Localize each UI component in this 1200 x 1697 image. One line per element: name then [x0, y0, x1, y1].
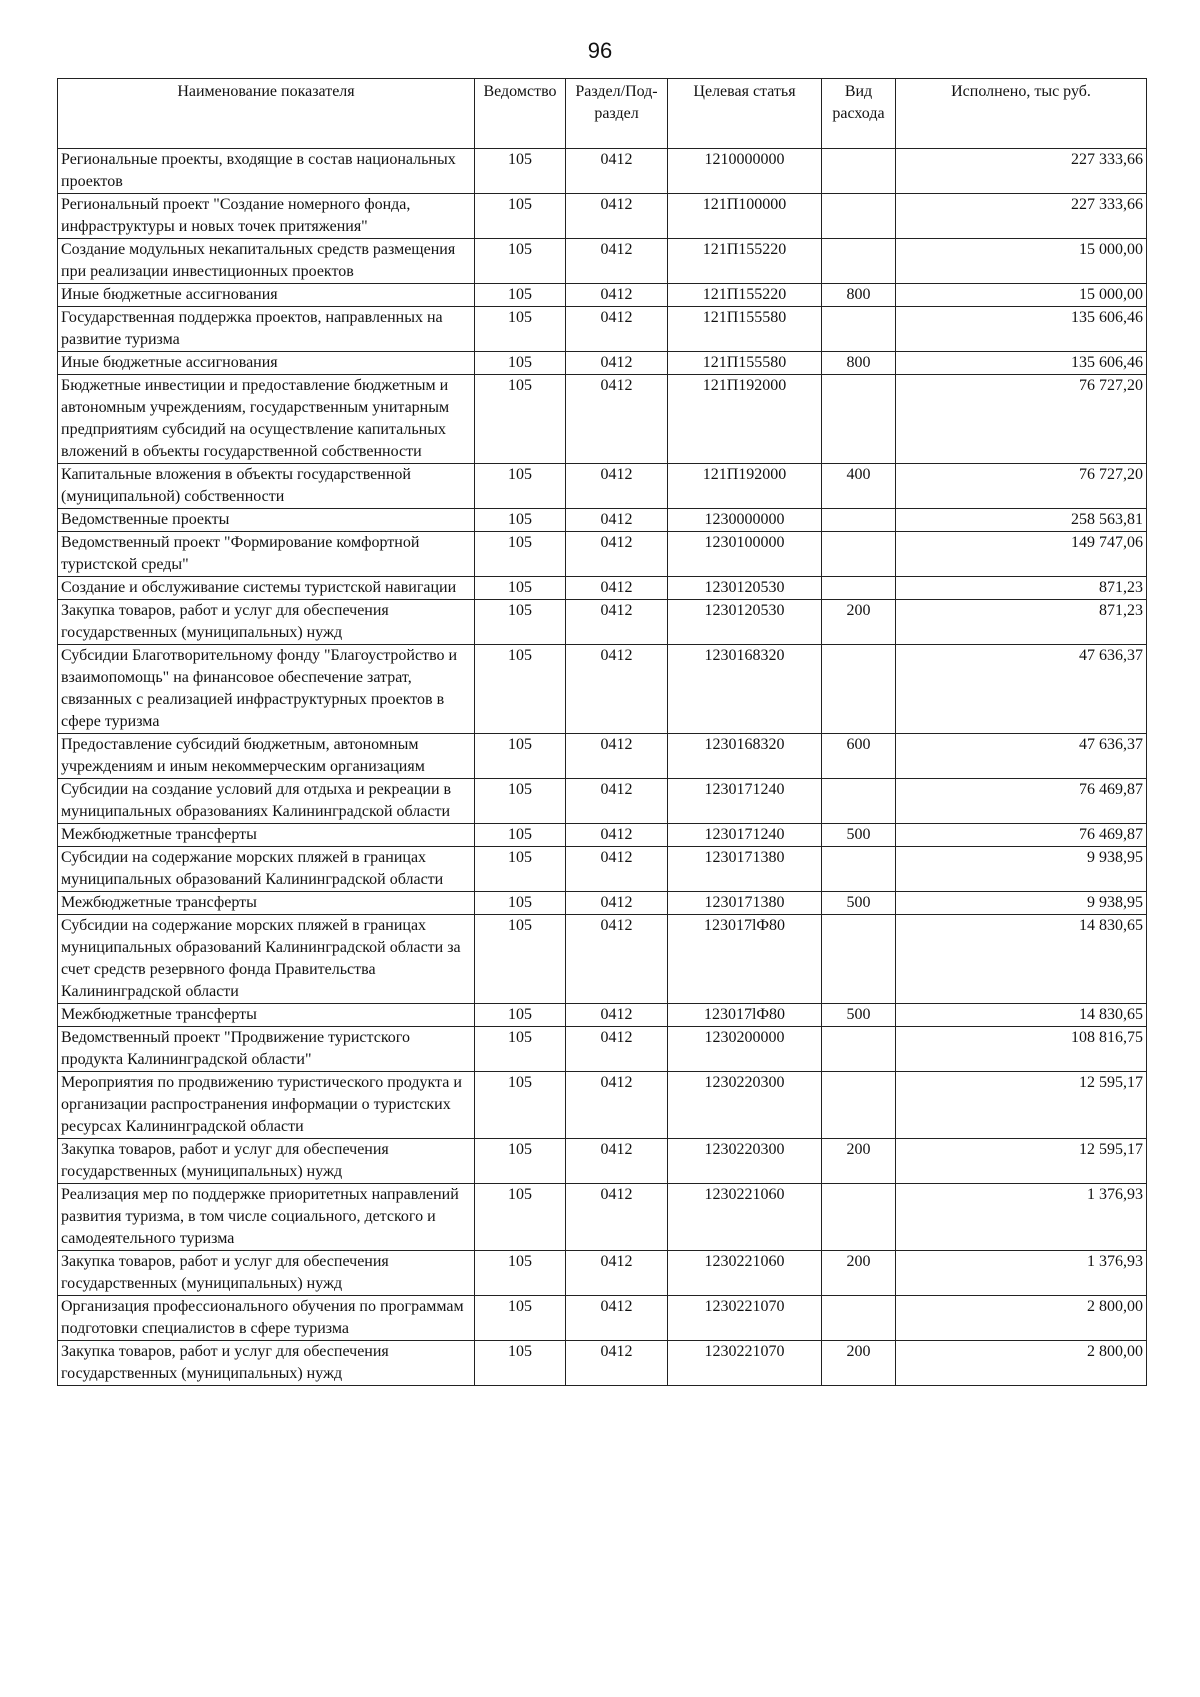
- cell-amount: 227 333,66: [896, 149, 1147, 194]
- cell-target: 1230171240: [668, 779, 822, 824]
- cell-expense-type: [822, 509, 896, 532]
- header-name: Наименование показателя: [58, 79, 475, 149]
- cell-department: 105: [475, 464, 566, 509]
- cell-department: 105: [475, 352, 566, 375]
- cell-department: 105: [475, 1296, 566, 1341]
- cell-name: Межбюджетные трансферты: [58, 892, 475, 915]
- cell-department: 105: [475, 1072, 566, 1139]
- cell-department: 105: [475, 824, 566, 847]
- cell-section: 0412: [566, 824, 668, 847]
- table-row: [58, 1072, 1147, 1139]
- cell-expense-type: 500: [822, 892, 896, 915]
- cell-expense-type: 200: [822, 1251, 896, 1296]
- cell-section: 0412: [566, 239, 668, 284]
- cell-expense-type: 200: [822, 600, 896, 645]
- table-row: [58, 509, 1147, 532]
- cell-name: Ведомственный проект "Продвижение туристского продукта Калининградской области": [58, 1027, 475, 1072]
- cell-department: 105: [475, 734, 566, 779]
- cell-department: 105: [475, 892, 566, 915]
- cell-department: 105: [475, 1004, 566, 1027]
- cell-name: Иные бюджетные ассигнования: [58, 284, 475, 307]
- cell-expense-type: 500: [822, 1004, 896, 1027]
- cell-department: 105: [475, 375, 566, 464]
- cell-expense-type: [822, 149, 896, 194]
- cell-target: 1230000000: [668, 509, 822, 532]
- cell-department: 105: [475, 509, 566, 532]
- cell-amount: 135 606,46: [896, 352, 1147, 375]
- header-expense-type: Вид расхода: [822, 79, 896, 149]
- cell-name: Мероприятия по продвижению туристического продукта и организации распространения информации о туристских ресурсах Калининградской области: [58, 1072, 475, 1139]
- page-number: 96: [587, 38, 613, 63]
- cell-department: 105: [475, 645, 566, 734]
- cell-amount: 14 830,65: [896, 1004, 1147, 1027]
- cell-section: 0412: [566, 464, 668, 509]
- cell-expense-type: [822, 847, 896, 892]
- cell-amount: 227 333,66: [896, 194, 1147, 239]
- cell-expense-type: 200: [822, 1341, 896, 1386]
- cell-department: 105: [475, 1341, 566, 1386]
- cell-section: 0412: [566, 194, 668, 239]
- cell-target: 121П155220: [668, 239, 822, 284]
- table-row: [58, 1004, 1147, 1027]
- cell-section: 0412: [566, 577, 668, 600]
- cell-target: 121П100000: [668, 194, 822, 239]
- cell-section: 0412: [566, 915, 668, 1004]
- table-row: [58, 734, 1147, 779]
- header-department: Ведомство: [475, 79, 566, 149]
- cell-name: Закупка товаров, работ и услуг для обеспечения государственных (муниципальных) нужд: [58, 1251, 475, 1296]
- cell-name: Капитальные вложения в объекты государственной (муниципальной) собственности: [58, 464, 475, 509]
- cell-department: 105: [475, 915, 566, 1004]
- table-row: [58, 600, 1147, 645]
- cell-expense-type: [822, 779, 896, 824]
- table-row: [58, 532, 1147, 577]
- cell-target: 1210000000: [668, 149, 822, 194]
- cell-name: Субсидии на создание условий для отдыха и рекреации в муниципальных образованиях Калининградской области: [58, 779, 475, 824]
- cell-section: 0412: [566, 375, 668, 464]
- cell-target: 1230168320: [668, 645, 822, 734]
- cell-expense-type: 400: [822, 464, 896, 509]
- cell-expense-type: 800: [822, 284, 896, 307]
- cell-department: 105: [475, 600, 566, 645]
- cell-amount: 76 727,20: [896, 375, 1147, 464]
- cell-amount: 47 636,37: [896, 734, 1147, 779]
- cell-amount: 12 595,17: [896, 1139, 1147, 1184]
- cell-expense-type: 600: [822, 734, 896, 779]
- cell-target: 1230221070: [668, 1341, 822, 1386]
- cell-target: 1230221060: [668, 1184, 822, 1251]
- cell-name: Межбюджетные трансферты: [58, 1004, 475, 1027]
- cell-target: 1230220300: [668, 1139, 822, 1184]
- cell-department: 105: [475, 284, 566, 307]
- header-section: Раздел/Под-раздел: [566, 79, 668, 149]
- budget-table: [57, 78, 1147, 1386]
- cell-amount: 76 727,20: [896, 464, 1147, 509]
- cell-target: 1230171380: [668, 847, 822, 892]
- cell-department: 105: [475, 1139, 566, 1184]
- table-row: [58, 645, 1147, 734]
- cell-name: Государственная поддержка проектов, направленных на развитие туризма: [58, 307, 475, 352]
- cell-amount: 1 376,93: [896, 1184, 1147, 1251]
- cell-department: 105: [475, 149, 566, 194]
- cell-expense-type: [822, 239, 896, 284]
- cell-name: Реализация мер по поддержке приоритетных направлений развития туризма, в том числе социального, детского и самодеятельного туризма: [58, 1184, 475, 1251]
- cell-name: Субсидии на содержание морских пляжей в границах муниципальных образований Калининградской области: [58, 847, 475, 892]
- cell-amount: 1 376,93: [896, 1251, 1147, 1296]
- table-row: [58, 1251, 1147, 1296]
- cell-name: Региональный проект "Создание номерного фонда, инфраструктуры и новых точек притяжения": [58, 194, 475, 239]
- cell-name: Организация профессионального обучения по программам подготовки специалистов в сфере туризма: [58, 1296, 475, 1341]
- table-row: [58, 307, 1147, 352]
- cell-department: 105: [475, 194, 566, 239]
- table-row: [58, 1139, 1147, 1184]
- cell-name: Ведомственный проект "Формирование комфортной туристской среды": [58, 532, 475, 577]
- cell-department: 105: [475, 239, 566, 284]
- cell-name: Предоставление субсидий бюджетным, автономным учреждениям и иным некоммерческим организациям: [58, 734, 475, 779]
- cell-department: 105: [475, 577, 566, 600]
- cell-section: 0412: [566, 734, 668, 779]
- cell-target: 1230168320: [668, 734, 822, 779]
- table-row: [58, 239, 1147, 284]
- cell-amount: 871,23: [896, 577, 1147, 600]
- cell-name: Создание и обслуживание системы туристской навигации: [58, 577, 475, 600]
- cell-section: 0412: [566, 307, 668, 352]
- table-row: [58, 375, 1147, 464]
- cell-section: 0412: [566, 1004, 668, 1027]
- cell-expense-type: [822, 577, 896, 600]
- cell-target: 1230221070: [668, 1296, 822, 1341]
- cell-amount: 76 469,87: [896, 824, 1147, 847]
- table-row: [58, 1027, 1147, 1072]
- cell-expense-type: [822, 532, 896, 577]
- cell-expense-type: [822, 375, 896, 464]
- cell-section: 0412: [566, 892, 668, 915]
- cell-expense-type: 500: [822, 824, 896, 847]
- table-row: [58, 464, 1147, 509]
- cell-target: 121П155580: [668, 352, 822, 375]
- cell-section: 0412: [566, 645, 668, 734]
- cell-target: 1230100000: [668, 532, 822, 577]
- header-amount: Исполнено, тыс руб.: [896, 79, 1147, 149]
- cell-amount: 15 000,00: [896, 284, 1147, 307]
- table-row: [58, 352, 1147, 375]
- cell-target: 123017lФ80: [668, 915, 822, 1004]
- cell-amount: 2 800,00: [896, 1296, 1147, 1341]
- cell-target: 121П192000: [668, 375, 822, 464]
- table-row: [58, 577, 1147, 600]
- cell-name: Закупка товаров, работ и услуг для обеспечения государственных (муниципальных) нужд: [58, 1341, 475, 1386]
- cell-section: 0412: [566, 847, 668, 892]
- table-row: [58, 1184, 1147, 1251]
- cell-name: Бюджетные инвестиции и предоставление бюджетным и автономным учреждениям, государственным унитарным предприятиям субсидий на осуществление капитальных вложений в объекты государственной собственности: [58, 375, 475, 464]
- cell-department: 105: [475, 1027, 566, 1072]
- cell-name: Субсидии на содержание морских пляжей в границах муниципальных образований Калининградской области за счет средств резервного фонда Правительства Калининградской области: [58, 915, 475, 1004]
- cell-expense-type: [822, 1296, 896, 1341]
- cell-amount: 9 938,95: [896, 847, 1147, 892]
- table-row: [58, 194, 1147, 239]
- cell-department: 105: [475, 1184, 566, 1251]
- table-row: [58, 779, 1147, 824]
- cell-target: 1230220300: [668, 1072, 822, 1139]
- cell-amount: 14 830,65: [896, 915, 1147, 1004]
- table-row: [58, 1341, 1147, 1386]
- cell-amount: 149 747,06: [896, 532, 1147, 577]
- table-row: [58, 1296, 1147, 1341]
- cell-department: 105: [475, 1251, 566, 1296]
- table-row: [58, 149, 1147, 194]
- cell-section: 0412: [566, 1296, 668, 1341]
- cell-name: Субсидии Благотворительному фонду "Благоустройство и взаимопомощь" на финансовое обеспечение затрат, связанных с реализацией инфраструктурных проектов в сфере туризма: [58, 645, 475, 734]
- cell-target: 121П192000: [668, 464, 822, 509]
- cell-department: 105: [475, 307, 566, 352]
- cell-section: 0412: [566, 1072, 668, 1139]
- cell-section: 0412: [566, 352, 668, 375]
- cell-amount: 76 469,87: [896, 779, 1147, 824]
- cell-amount: 2 800,00: [896, 1341, 1147, 1386]
- cell-name: Межбюджетные трансферты: [58, 824, 475, 847]
- cell-section: 0412: [566, 1341, 668, 1386]
- cell-expense-type: [822, 645, 896, 734]
- cell-name: Закупка товаров, работ и услуг для обеспечения государственных (муниципальных) нужд: [58, 1139, 475, 1184]
- cell-target: 1230200000: [668, 1027, 822, 1072]
- cell-department: 105: [475, 532, 566, 577]
- cell-section: 0412: [566, 509, 668, 532]
- cell-target: 1230221060: [668, 1251, 822, 1296]
- cell-amount: 12 595,17: [896, 1072, 1147, 1139]
- cell-section: 0412: [566, 1139, 668, 1184]
- cell-expense-type: [822, 307, 896, 352]
- table-row: [58, 847, 1147, 892]
- cell-department: 105: [475, 847, 566, 892]
- cell-name: Ведомственные проекты: [58, 509, 475, 532]
- cell-target: 1230120530: [668, 600, 822, 645]
- cell-target: 123017lФ80: [668, 1004, 822, 1027]
- cell-section: 0412: [566, 600, 668, 645]
- cell-name: Иные бюджетные ассигнования: [58, 352, 475, 375]
- cell-expense-type: 800: [822, 352, 896, 375]
- cell-name: Закупка товаров, работ и услуг для обеспечения государственных (муниципальных) нужд: [58, 600, 475, 645]
- cell-expense-type: [822, 915, 896, 1004]
- cell-expense-type: 200: [822, 1139, 896, 1184]
- header-row: [58, 79, 1147, 149]
- table-row: [58, 284, 1147, 307]
- cell-name: Региональные проекты, входящие в состав национальных проектов: [58, 149, 475, 194]
- cell-target: 1230120530: [668, 577, 822, 600]
- cell-target: 1230171380: [668, 892, 822, 915]
- cell-amount: 15 000,00: [896, 239, 1147, 284]
- table-row: [58, 915, 1147, 1004]
- cell-expense-type: [822, 194, 896, 239]
- cell-target: 121П155580: [668, 307, 822, 352]
- cell-amount: 9 938,95: [896, 892, 1147, 915]
- cell-amount: 135 606,46: [896, 307, 1147, 352]
- cell-section: 0412: [566, 1027, 668, 1072]
- cell-section: 0412: [566, 532, 668, 577]
- cell-expense-type: [822, 1072, 896, 1139]
- cell-name: Создание модульных некапитальных средств размещения при реализации инвестиционных проектов: [58, 239, 475, 284]
- cell-amount: 258 563,81: [896, 509, 1147, 532]
- cell-amount: 47 636,37: [896, 645, 1147, 734]
- cell-section: 0412: [566, 284, 668, 307]
- cell-expense-type: [822, 1184, 896, 1251]
- cell-department: 105: [475, 779, 566, 824]
- cell-target: 1230171240: [668, 824, 822, 847]
- cell-amount: 871,23: [896, 600, 1147, 645]
- cell-section: 0412: [566, 1184, 668, 1251]
- header-target: Целевая статья: [668, 79, 822, 149]
- table-row: [58, 824, 1147, 847]
- cell-section: 0412: [566, 149, 668, 194]
- cell-expense-type: [822, 1027, 896, 1072]
- cell-section: 0412: [566, 779, 668, 824]
- table-body: [58, 149, 1147, 1386]
- cell-target: 121П155220: [668, 284, 822, 307]
- table-row: [58, 892, 1147, 915]
- cell-section: 0412: [566, 1251, 668, 1296]
- cell-amount: 108 816,75: [896, 1027, 1147, 1072]
